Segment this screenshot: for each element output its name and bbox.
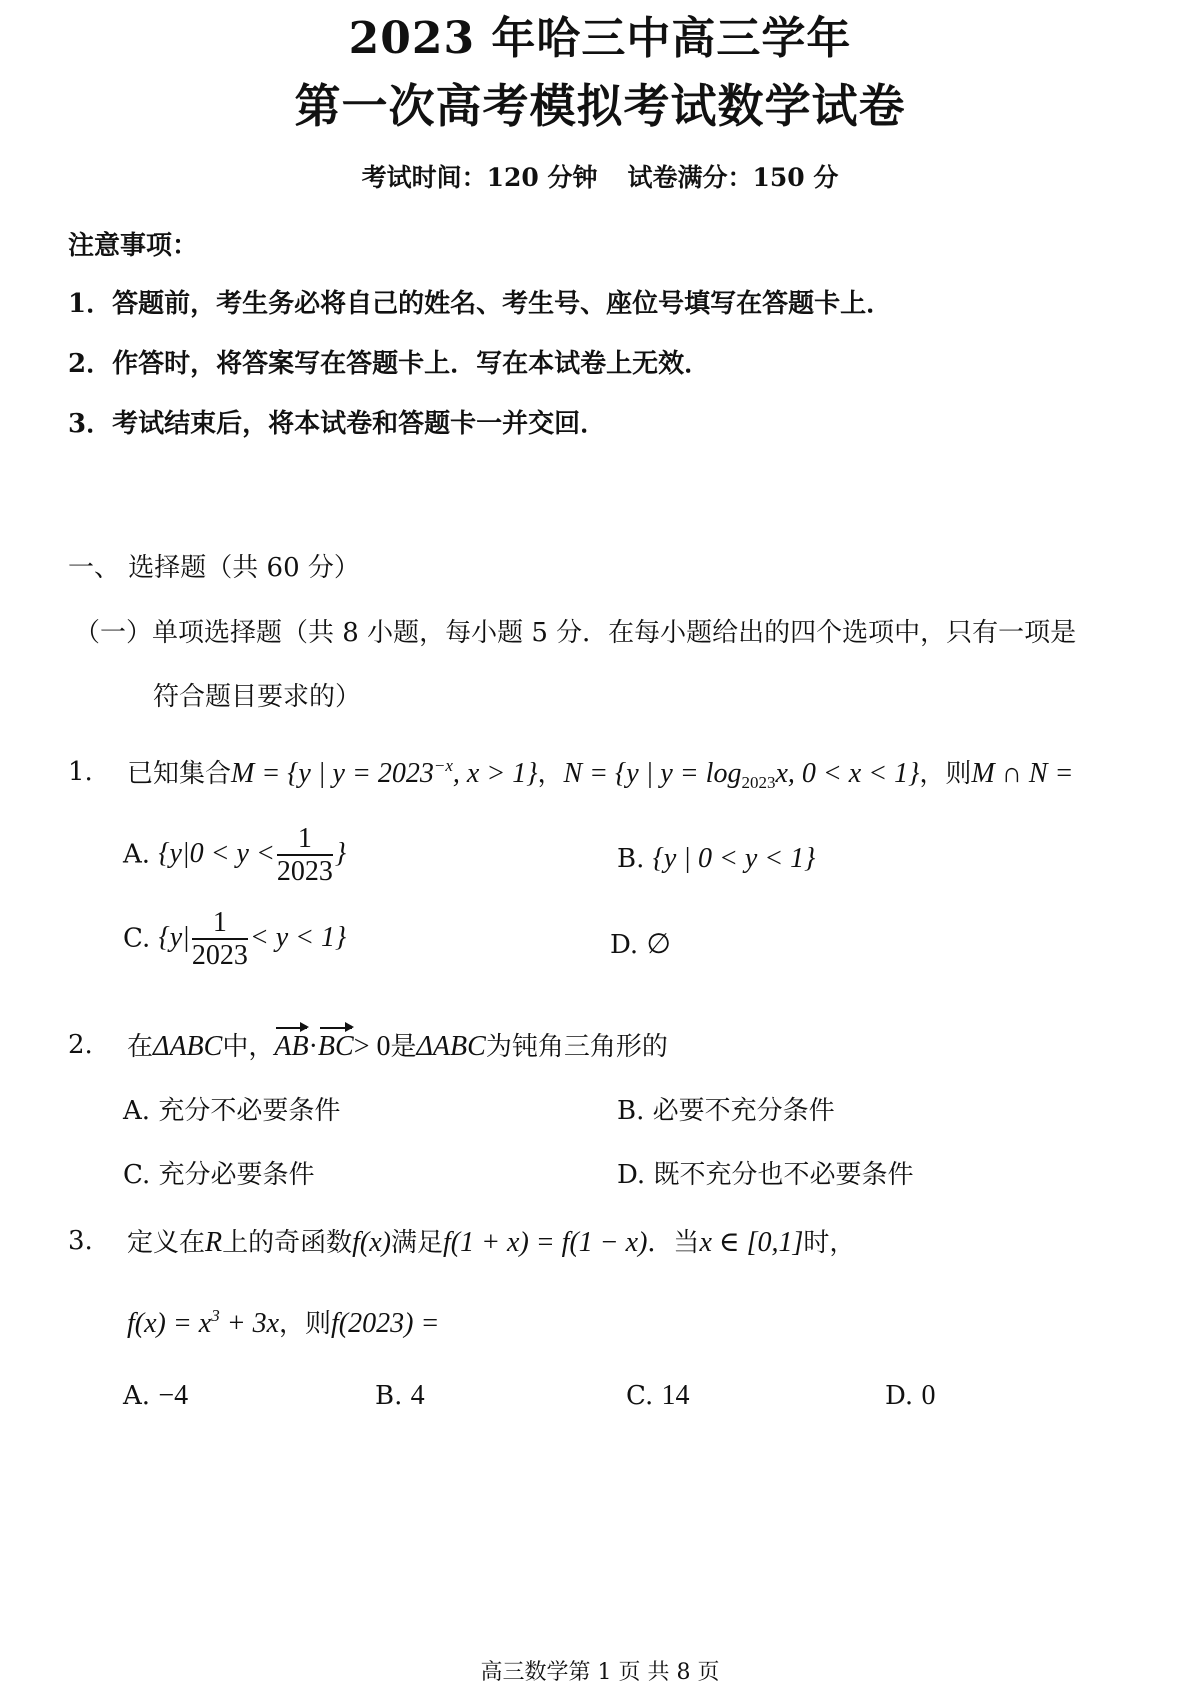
question-number: 1. [68,757,93,787]
exam-time: 考试时间：120 分钟 [361,163,598,192]
option-c: C. 充分必要条件 [123,1160,315,1190]
option-a: A. 充分不必要条件 [123,1096,341,1126]
fraction: $\frac{1}{2023}$ [191,907,248,971]
question-number: 2. [68,1030,93,1060]
option-d: D. 既不充分也不必要条件 [617,1160,914,1190]
section-title: 一、 选择题（共 60 分） [68,553,360,583]
page-footer: 高三数学第 1 页 共 8 页 [480,1660,720,1685]
option-b: B. 4 [375,1380,425,1411]
vector-ab: AB [274,1031,309,1062]
exam-meta [0,158,1200,194]
vector-bc: BC [317,1031,354,1062]
question-ask: M ∩ N = [971,758,1074,789]
option-c: C. {y| $\frac{1}{2023}$ < y < 1} [123,907,347,971]
question-stem: 在ΔABC中，AB·BC> 0是ΔABC为钝角三角形的 [127,1031,668,1062]
set-m: M = {y | $y = 2023^{-x}$, x > 1} [231,756,538,789]
option-a: A. {y|0 < y < $\frac{1}{2023}$ } [123,823,347,887]
notes-heading: 注意事项： [68,231,199,261]
section-subtitle-cont: 符合题目要求的） [153,682,362,712]
set-n: N = {y | $y = \log_{2023}x$, 0 < x < 1} [563,758,920,792]
option-b: B. 必要不充分条件 [617,1096,835,1126]
note-item: 3．考试结束后，将本试卷和答题卡一并交回． [68,409,607,439]
option-d: D. 0 [885,1380,936,1411]
exam-title-line2: 第一次高考模拟考试数学试卷 [294,79,906,133]
question-number: 3. [68,1226,93,1256]
note-item: 1．答题前，考生务必将自己的姓名、考生号、座位号填写在答题卡上． [68,289,893,319]
question-stem: 已知集合M = {y | $y = 2023^{-x}$, x > 1}，N = {y | $y = \log_{2023}x$, 0 < x < 1}，则M ∩ N = [127,756,1074,792]
section-subtitle: （一）单项选择题（共 8 小题，每小题 5 分．在每小题给出的四个选项中，只有一项是 [74,618,1077,648]
question-stem-cont: $f(x) = x^3 + 3x$，则f(2023) = [127,1306,440,1339]
option-b: B. {y | 0 < y < 1} [617,843,816,874]
exam-title-line1: 2023 年哈三中高三学年 [348,13,852,64]
option-a: A. −4 [123,1380,189,1411]
fraction: $\frac{1}{2023}$ [276,823,333,887]
option-c: C. 14 [626,1380,690,1411]
question-stem: 定义在R上的奇函数f(x)满足f(1 + x) = f(1 − x)．当x ∈ [0,1]时， [127,1227,856,1258]
full-score: 试卷满分：150 分 [627,163,839,192]
option-d: D. ∅ [610,929,671,960]
note-item: 2．作答时，将答案写在答题卡上．写在本试卷上无效． [68,349,711,379]
